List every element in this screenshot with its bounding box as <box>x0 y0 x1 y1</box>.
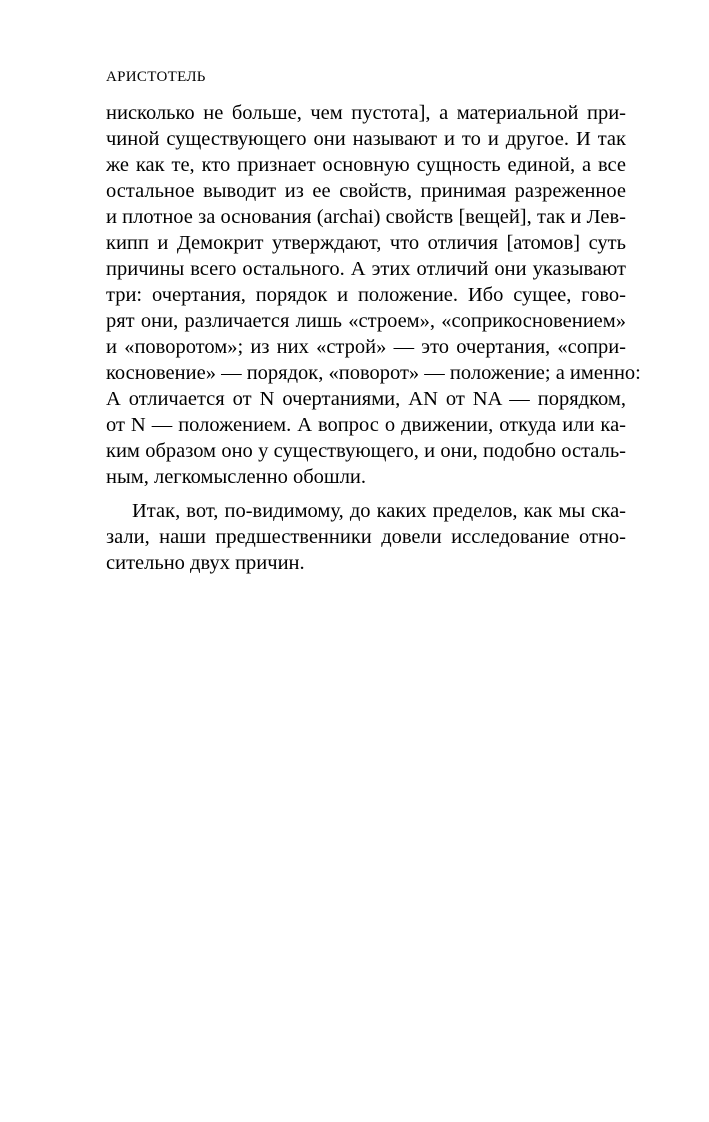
paragraph-1 <box>106 100 641 490</box>
paragraph-gap <box>106 490 626 498</box>
running-head: АРИСТОТЕЛЬ <box>106 69 206 85</box>
text-line: нисколько не больше, чем пустота], а материальной при- <box>106 102 626 124</box>
paragraph-2 <box>106 498 626 576</box>
text-line: и «поворотом»; из них «строй» — это очертания, «сопри- <box>106 336 626 358</box>
text-line: сительно двух причин. <box>106 552 305 574</box>
text-line: причины всего остального. А этих отличий они указывают <box>106 258 626 280</box>
text-line: ким образом оно у существующего, и они, подобно осталь- <box>106 440 626 462</box>
text-line: три: очертания, порядок и положение. Ибо сущее, гово- <box>106 284 626 306</box>
text-line: же как те, кто признает основную сущность единой, а все <box>106 154 626 176</box>
text-line: чиной существующего они называют и то и другое. И так <box>106 128 626 150</box>
text-line: зали, наши предшественники довели исследование отно- <box>106 526 626 548</box>
text-line: косновение» — порядок, «поворот» — положение; а именно: <box>106 362 641 384</box>
text-line: А отличается от N очертаниями, AN от NA — порядком, <box>106 388 626 410</box>
text-line: рят они, различается лишь «строем», «соприкосновением» <box>106 310 626 332</box>
text-line: кипп и Демокрит утверждают, что отличия [атомов] суть <box>106 232 626 254</box>
text-line: от N — положением. А вопрос о движении, откуда или ка- <box>106 414 626 436</box>
text-line: остальное выводит из ее свойств, принимая разреженное <box>106 180 626 202</box>
text-line: Итак, вот, по-видимому, до каких пределов, как мы ска- <box>132 500 626 522</box>
text-line: и плотное за основания (archai) свойств [вещей], так и Лев- <box>106 206 626 228</box>
text-line: ным, легкомысленно обошли. <box>106 466 367 488</box>
body-text <box>106 100 641 576</box>
